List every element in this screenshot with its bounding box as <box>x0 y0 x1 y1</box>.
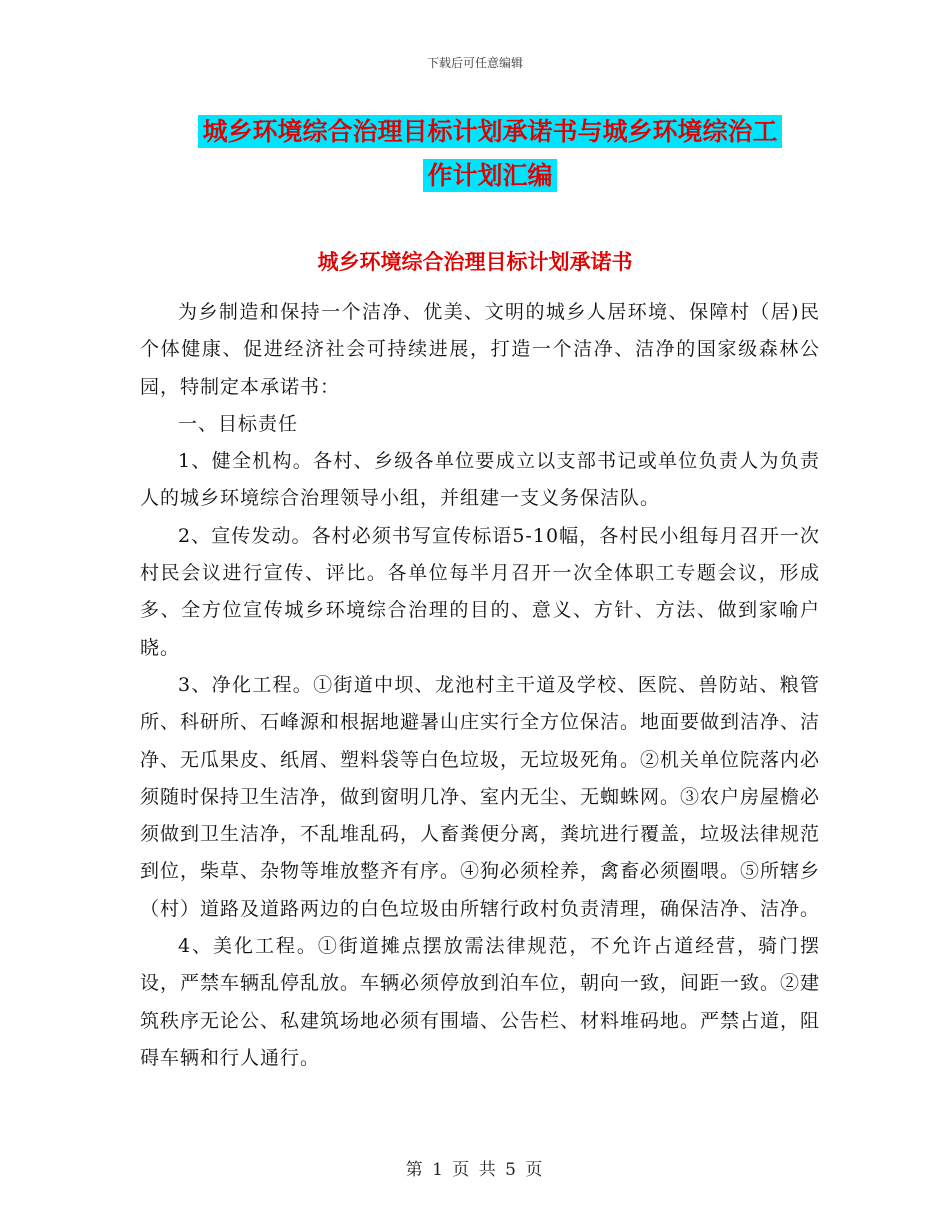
document-title-line-2: 作计划汇编 <box>423 159 556 192</box>
paragraph-item-1: 1、健全机构。各村、乡级各单位要成立以支部书记或单位负责人为负责人的城乡环境综合治理领导小组，并组建一支义务保洁队。 <box>140 450 820 510</box>
paragraph-intro: 为乡制造和保持一个洁净、优美、文明的城乡人居环境、保障村（居)民个体健康、促进经济社会可持续进展，打造一个洁净、洁净的国家级森林公园，特制定本承诺书： <box>140 301 820 398</box>
paragraph-item-4: 4、美化工程。①街道摊点摆放需法律规范，不允许占道经营，骑门摆设，严禁车辆乱停乱放。车辆必须停放到泊车位，朝向一致，间距一致。②建筑秩序无论公、私建筑场地必须有围墙、公告栏、材料堆码地。严禁占道，阻碍车辆和行人通行。 <box>140 935 821 1069</box>
section-title: 城乡环境综合治理目标计划承诺书 <box>317 250 633 274</box>
header-note: 下载后可任意编辑 <box>426 56 523 70</box>
document-title-line-1: 城乡环境综合治理目标计划承诺书与城乡环境综治工 <box>198 115 781 148</box>
paragraph-item-2: 2、宣传发动。各村必须书写宣传标语5-10幅，各村民小组每月召开一次村民会议进行宣传、评比。各单位每半月召开一次全体职工专题会议，形成多、全方位宣传城乡环境综合治理的目的、意义、方针、方法、做到家喻户晓。 <box>140 524 820 659</box>
paragraph-item-3: 3、净化工程。①街道中坝、龙池村主干道及学校、医院、兽防站、粮管所、科研所、石峰源和根据地避暑山庄实行全方位保洁。地面要做到洁净、洁净、无瓜果皮、纸屑、塑料袋等白色垃圾，无垃圾死角。②机关单位院落内必须随时保持卫生洁净，做到窗明几净、室内无尘、无蜘蛛网。③农户房屋檐必须做到卫生洁净，不乱堆乱码，人畜粪便分离，粪坑进行覆盖，垃圾法律规范到位，柴草、杂物等堆放整齐有序。④狗必须栓养，禽畜必须圈喂。⑤所辖乡（村）道路及道路两边的白色垃圾由所辖行政村负责清理，确保洁净、洁净。 <box>140 673 821 920</box>
page-footer: 第 1 页 共 5 页 <box>405 1160 545 1180</box>
paragraph-heading-goals: 一、目标责任 <box>178 412 299 435</box>
document-body <box>140 294 820 1077</box>
document-title <box>140 110 840 198</box>
